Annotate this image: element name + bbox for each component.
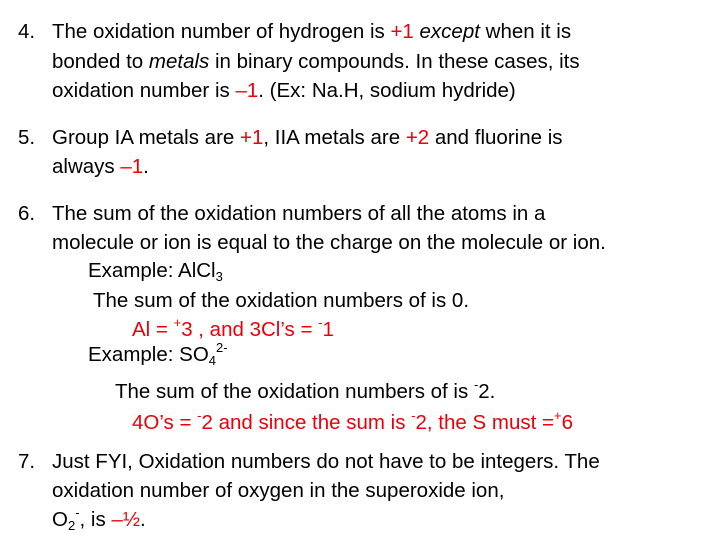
- text: Group IA metals are: [52, 126, 241, 149]
- superscript: -: [75, 505, 80, 520]
- red-value: –½: [111, 508, 140, 531]
- subscript: 4: [208, 353, 217, 368]
- text: 2 and since the sum is: [201, 411, 412, 434]
- emphasis: except: [419, 20, 480, 43]
- red-value: –1: [120, 155, 144, 178]
- text: oxidation number is: [52, 79, 236, 102]
- text: The sum of the oxidation numbers of is: [115, 380, 474, 403]
- item-7-number: 7.: [18, 450, 36, 473]
- subscript: 3: [215, 269, 223, 284]
- item-7-line-2: oxidation number of oxygen in the superoxide ion,: [52, 479, 505, 502]
- text: 2, the S must =: [415, 411, 554, 434]
- text: in binary compounds. In these cases, its: [209, 50, 580, 73]
- superscript: -: [318, 315, 323, 330]
- example-so4: [88, 340, 228, 368]
- item-5-line-1: [52, 126, 563, 150]
- item-4-line-3: [52, 79, 516, 103]
- text: and fluorine is: [429, 126, 563, 149]
- text: 3 , and 3Cl’s =: [181, 318, 319, 341]
- text: , IIA metals are: [263, 126, 406, 149]
- emphasis: metals: [148, 50, 210, 73]
- text: Example: AlCl: [88, 259, 216, 282]
- text: The oxidation number of hydrogen is: [52, 20, 391, 43]
- example-alcl3: [88, 259, 223, 283]
- text: Example: SO: [88, 343, 209, 366]
- text: when it is: [479, 20, 572, 43]
- superscript: -: [197, 408, 202, 423]
- text: O: [52, 508, 68, 531]
- subscript: 2: [67, 518, 76, 533]
- superscript: -: [473, 377, 479, 392]
- al-oxidation-line: [132, 315, 334, 342]
- red-value: –1: [235, 79, 259, 102]
- superscript: -: [411, 408, 416, 423]
- item-7-line-1: Just FYI, Oxidation numbers do not have to be integers. The: [52, 450, 600, 473]
- red-value: +2: [405, 126, 430, 149]
- superscript: 2-: [216, 340, 228, 355]
- sum-line-1: The sum of the oxidation numbers of is 0.: [93, 289, 470, 312]
- item-6-line-1: The sum of the oxidation numbers of all the atoms in a: [52, 202, 546, 225]
- text: 1: [322, 318, 334, 341]
- text: Al =: [132, 318, 174, 341]
- sum-line-2: [115, 377, 496, 404]
- text: .: [143, 155, 149, 178]
- text: bonded to: [52, 50, 149, 73]
- item-5-line-2: [52, 155, 149, 179]
- item-7-line-3: [52, 505, 146, 533]
- superscript: +: [553, 408, 562, 423]
- item-6-line-2: molecule or ion is equal to the charge on the molecule or ion.: [52, 231, 606, 254]
- text: 4O’s =: [132, 411, 198, 434]
- item-5-number: 5.: [18, 126, 36, 149]
- text: . (Ex: Na.H, sodium hydride): [258, 79, 516, 102]
- red-value: +1: [390, 20, 414, 43]
- text: always: [52, 155, 121, 178]
- item-6-number: 6.: [18, 202, 36, 225]
- superscript: +: [173, 315, 182, 330]
- text: 2.: [478, 380, 496, 403]
- red-value: +1: [240, 126, 264, 149]
- text: .: [139, 508, 146, 531]
- item-4-line-2: [52, 50, 580, 74]
- item-4-line-1: [52, 20, 571, 44]
- o4-oxidation-line: [132, 408, 573, 435]
- text: 6: [561, 411, 573, 434]
- item-4-number: 4.: [18, 20, 36, 43]
- text: , is: [79, 508, 112, 531]
